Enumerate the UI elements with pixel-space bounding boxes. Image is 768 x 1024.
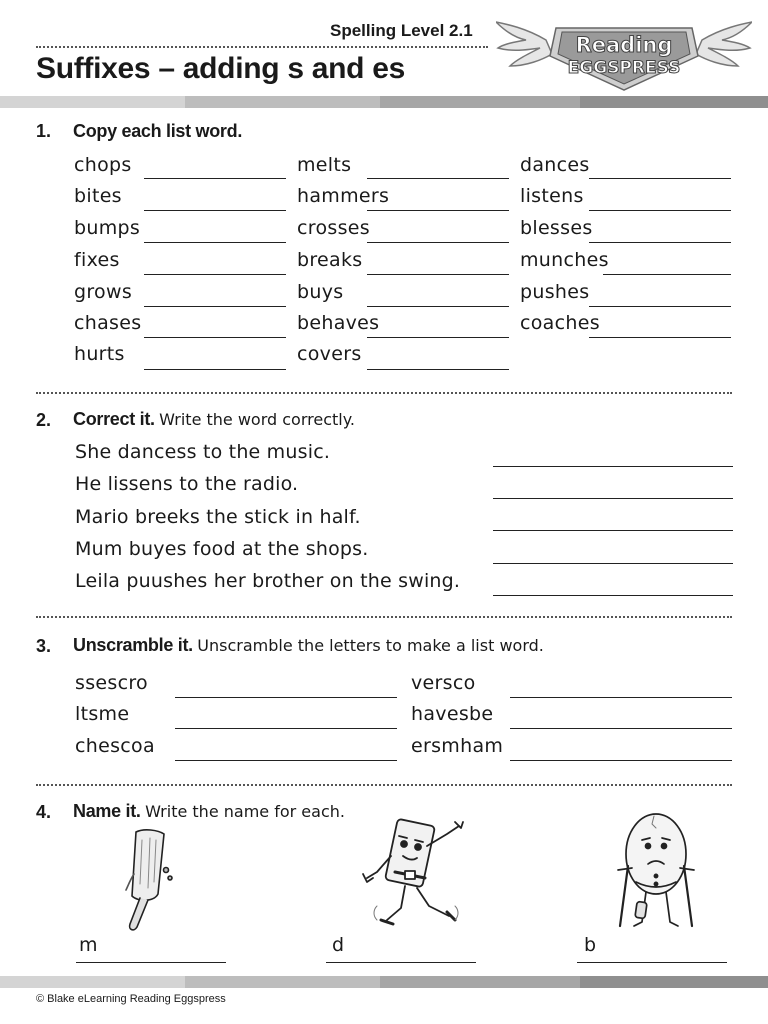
list-word: bites (74, 185, 122, 207)
logo-text-line2: EGGSPRESS (567, 58, 681, 78)
answer-line[interactable] (589, 306, 731, 307)
starting-letter: d (332, 934, 345, 956)
list-word: behaves (297, 312, 380, 334)
answer-line[interactable] (367, 369, 509, 370)
starting-letter: b (584, 934, 597, 956)
reading-eggspress-logo (496, 10, 752, 94)
answer-line[interactable] (577, 962, 727, 963)
answer-line[interactable] (589, 337, 731, 338)
answer-line[interactable] (493, 563, 733, 564)
list-word: breaks (297, 249, 363, 271)
answer-line[interactable] (510, 697, 732, 698)
answer-line[interactable] (589, 210, 731, 211)
copyright-notice: © Blake eLearning Reading Eggspress (36, 993, 226, 1005)
list-word: coaches (520, 312, 600, 334)
answer-line[interactable] (367, 306, 509, 307)
section-divider (36, 616, 732, 618)
question-heading-1: Copy each list word. (73, 121, 243, 141)
question-heading-3: Unscramble it. (73, 635, 193, 655)
list-word: crosses (297, 217, 370, 239)
answer-line[interactable] (144, 369, 286, 370)
question-header-4 (73, 801, 345, 822)
list-word: chops (74, 154, 132, 176)
list-word: munches (520, 249, 609, 271)
answer-line[interactable] (367, 274, 509, 275)
answer-line[interactable] (326, 962, 476, 963)
ice-block-icon (104, 826, 192, 934)
answer-line[interactable] (589, 242, 731, 243)
sentence: He lissens to the radio. (75, 473, 299, 495)
footer-color-band (0, 976, 768, 988)
scrambled-word: ltsme (75, 703, 130, 725)
list-word: blesses (520, 217, 593, 239)
scrambled-word: ssescro (75, 672, 148, 694)
list-word: dances (520, 154, 590, 176)
question-instruction-3: Unscramble the letters to make a list word. (197, 636, 544, 655)
question-header-3 (73, 635, 544, 656)
list-word: covers (297, 343, 362, 365)
sentence: Mario breeks the stick in half. (75, 506, 361, 528)
answer-line[interactable] (144, 274, 286, 275)
answer-line[interactable] (510, 760, 732, 761)
answer-line[interactable] (144, 242, 286, 243)
list-word: fixes (74, 249, 120, 271)
question-number-3: 3. (36, 636, 52, 656)
sentence: She dancess to the music. (75, 441, 331, 463)
answer-line[interactable] (175, 760, 397, 761)
section-divider (36, 784, 732, 786)
answer-line[interactable] (367, 210, 509, 211)
answer-line[interactable] (367, 178, 509, 179)
answer-line[interactable] (76, 962, 226, 963)
answer-line[interactable] (367, 242, 509, 243)
sentence: Mum buyes food at the shops. (75, 538, 369, 560)
answer-line[interactable] (589, 178, 731, 179)
scrambled-word: chescoa (75, 735, 155, 757)
logo-text-line1: Reading (575, 33, 673, 57)
header-divider (36, 46, 488, 48)
answer-line[interactable] (144, 178, 286, 179)
answer-line[interactable] (493, 466, 733, 467)
page-title: Suffixes – adding s and es (36, 52, 405, 85)
scrambled-word: havesbe (411, 703, 494, 725)
question-number-1: 1. (36, 121, 52, 141)
worksheet-level: Spelling Level 2.1 (330, 21, 473, 40)
list-word: hammers (297, 185, 390, 207)
answer-line[interactable] (175, 728, 397, 729)
answer-line[interactable] (493, 498, 733, 499)
answer-line[interactable] (493, 595, 733, 596)
answer-line[interactable] (510, 728, 732, 729)
answer-line[interactable] (144, 306, 286, 307)
question-instruction-2: Write the word correctly. (159, 410, 355, 429)
sentence: Leila puushes her brother on the swing. (75, 570, 461, 592)
question-number-2: 2. (36, 410, 52, 430)
answer-line[interactable] (367, 337, 509, 338)
list-word: hurts (74, 343, 125, 365)
answer-line[interactable] (603, 274, 731, 275)
scrambled-word: ersmham (411, 735, 504, 757)
question-instruction-4: Write the name for each. (145, 802, 345, 821)
answer-line[interactable] (144, 337, 286, 338)
question-heading-2: Correct it. (73, 409, 155, 429)
scrambled-word: versco (411, 672, 476, 694)
question-heading-4: Name it. (73, 801, 141, 821)
header-color-band (0, 96, 768, 108)
answer-line[interactable] (493, 530, 733, 531)
list-word: listens (520, 185, 584, 207)
list-word: chases (74, 312, 142, 334)
egg-on-crutches-icon (606, 806, 706, 932)
section-divider (36, 392, 732, 394)
question-header-2 (73, 409, 355, 430)
list-word: pushes (520, 281, 590, 303)
answer-line[interactable] (175, 697, 397, 698)
starting-letter: m (79, 934, 98, 956)
question-number-4: 4. (36, 802, 52, 822)
list-word: melts (297, 154, 352, 176)
list-word: buys (297, 281, 344, 303)
list-word: grows (74, 281, 133, 303)
answer-line[interactable] (144, 210, 286, 211)
list-word: bumps (74, 217, 141, 239)
dancing-character-icon (355, 816, 475, 934)
